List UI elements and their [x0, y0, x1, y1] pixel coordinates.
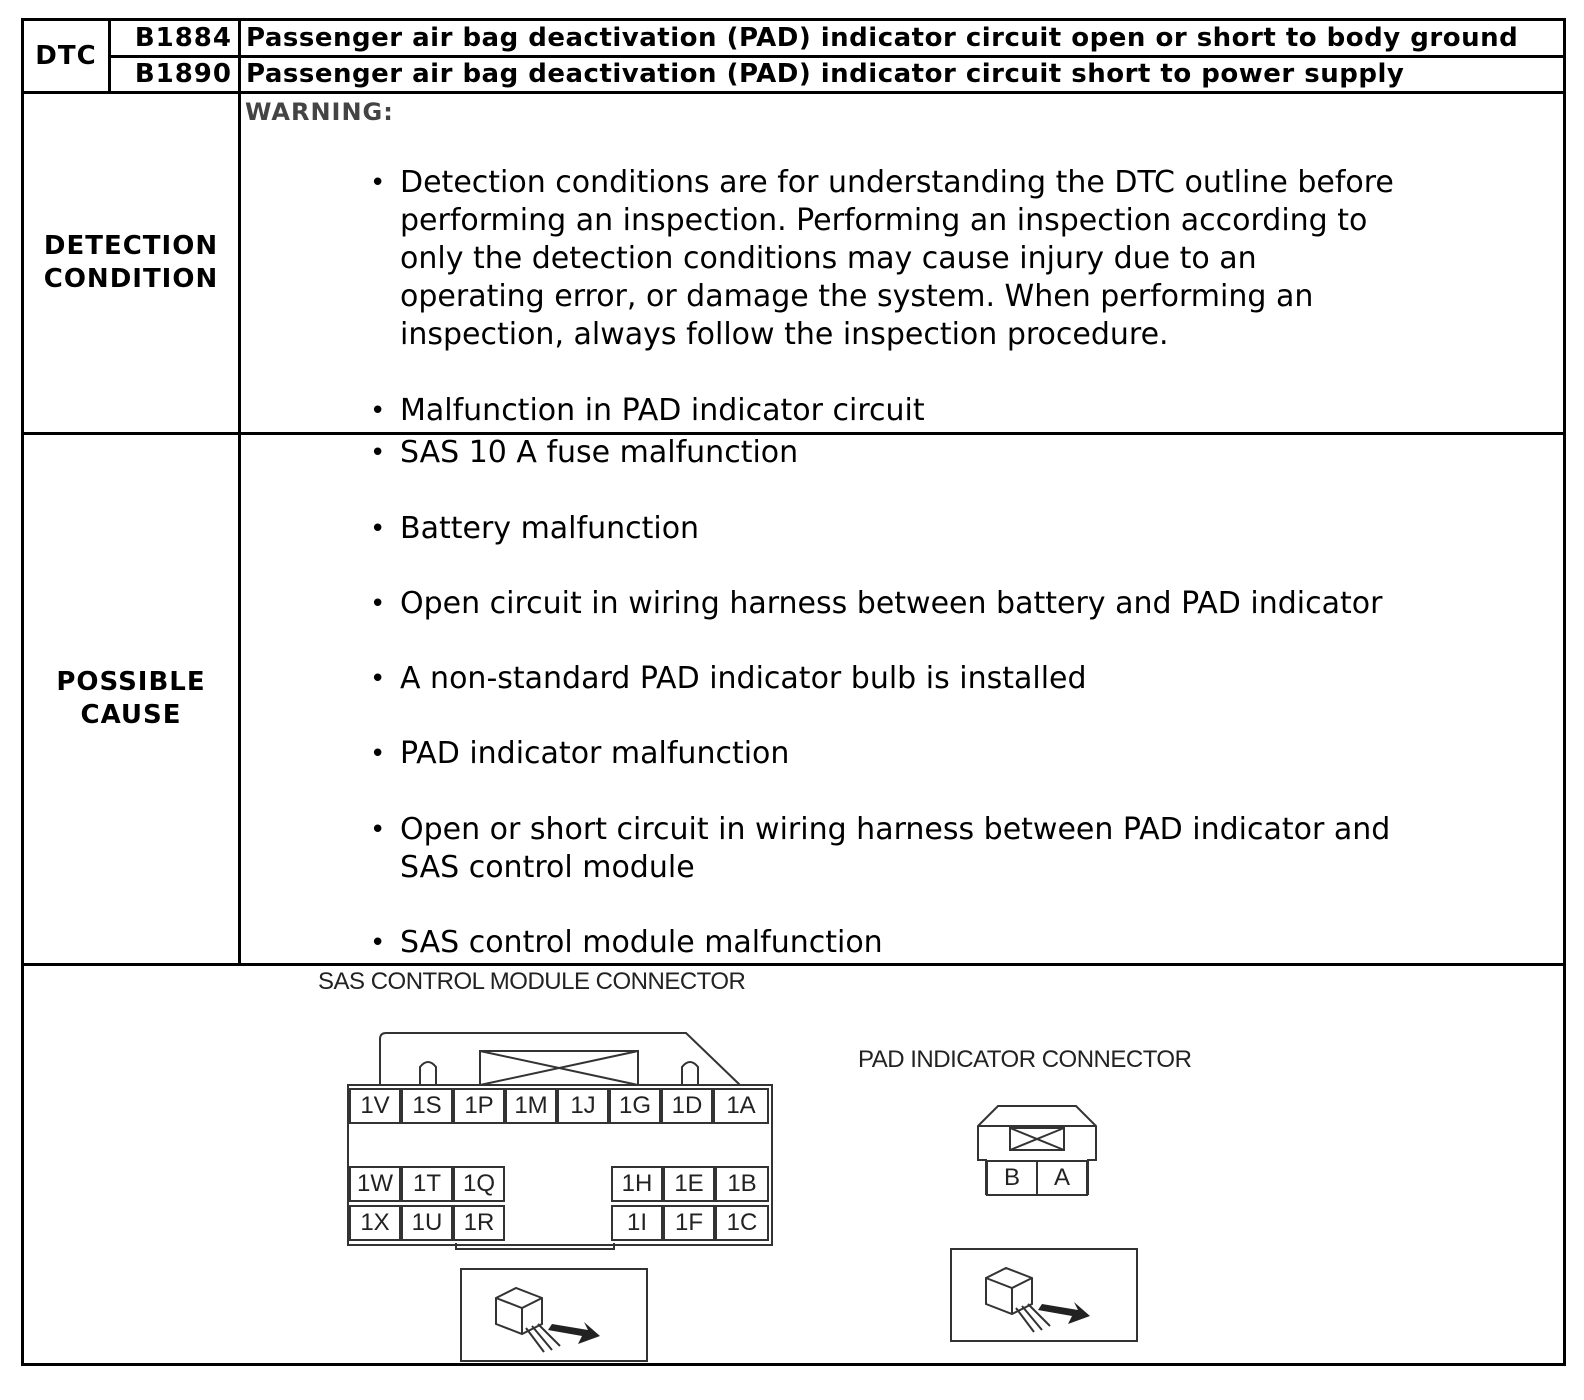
- sas-pin: 1S: [401, 1088, 453, 1124]
- warning-line: inspection, always follow the inspection procedure.: [400, 317, 1169, 352]
- cause-list: [370, 924, 883, 962]
- dtc-description: Passenger air bag deactivation (PAD) indicator circuit short to power supply: [246, 59, 1405, 89]
- dtc-code: B1890: [134, 59, 232, 89]
- dtc-code: B1884: [134, 23, 232, 53]
- cause-list: [370, 735, 789, 773]
- cause-item: • SAS 10 A fuse malfunction: [370, 434, 798, 472]
- sas-pin: 1A: [713, 1088, 769, 1124]
- warning-label: WARNING:: [245, 98, 394, 126]
- sas-pin: 1X: [349, 1205, 401, 1241]
- cause-label-line2: CAUSE: [80, 700, 182, 730]
- sas-pin: 1Q: [453, 1166, 505, 1202]
- sas-pin: 1U: [401, 1205, 453, 1241]
- sas-pin: 1I: [611, 1205, 663, 1241]
- possible-cause-label: [24, 435, 238, 963]
- harness-side-view-icon: [460, 1268, 650, 1363]
- cause-list: [370, 510, 699, 548]
- sas-pin: 1V: [349, 1088, 401, 1124]
- pad-pin: A: [1036, 1160, 1088, 1196]
- pad-pin: B: [986, 1160, 1038, 1196]
- cause-list: [370, 660, 1087, 698]
- detection-label-line1: DETECTION: [43, 231, 219, 261]
- detection-label-line2: CONDITION: [43, 264, 219, 294]
- cause-line: SAS control module: [400, 850, 695, 885]
- detection-condition-label: [24, 94, 238, 432]
- cause-label-line1: POSSIBLE: [56, 667, 206, 697]
- sas-pin: 1T: [401, 1166, 453, 1202]
- warning-line: only the detection conditions may cause injury due to an: [400, 241, 1257, 276]
- cause-item: • Open circuit in wiring harness between battery and PAD indicator: [370, 585, 1382, 623]
- sas-pin: 1H: [611, 1166, 663, 1202]
- cause-item: • PAD indicator malfunction: [370, 735, 789, 773]
- detection-list: [370, 392, 925, 430]
- sas-pin: 1D: [661, 1088, 713, 1124]
- sas-pin: 1B: [715, 1166, 769, 1202]
- cause-item: [370, 811, 1390, 887]
- cause-list: [370, 811, 1390, 887]
- sas-pin: 1C: [715, 1205, 769, 1241]
- cause-list: [370, 585, 1382, 623]
- cause-list: [370, 434, 798, 472]
- sas-pin: 1J: [557, 1088, 609, 1124]
- warning-list: [370, 164, 1394, 354]
- dtc-description: Passenger air bag deactivation (PAD) indicator circuit open or short to body ground: [246, 23, 1519, 53]
- sas-pin: 1M: [505, 1088, 557, 1124]
- sas-pin: 1G: [609, 1088, 661, 1124]
- cause-item: • A non-standard PAD indicator bulb is installed: [370, 660, 1087, 698]
- cause-item: • Battery malfunction: [370, 510, 699, 548]
- warning-line: Detection conditions are for understanding the DTC outline before: [400, 165, 1394, 200]
- sas-pin: 1W: [349, 1166, 401, 1202]
- sas-pin: 1P: [453, 1088, 505, 1124]
- warning-line: performing an inspection. Performing an inspection according to: [400, 203, 1368, 238]
- warning-item: [370, 164, 1394, 354]
- harness-side-view-icon: [950, 1248, 1140, 1343]
- sas-pin: 1F: [663, 1205, 715, 1241]
- sas-pin: 1R: [453, 1205, 505, 1241]
- cause-line: Open or short circuit in wiring harness between PAD indicator and: [400, 812, 1391, 847]
- warning-line: operating error, or damage the system. When performing an: [400, 279, 1314, 314]
- detection-item: • Malfunction in PAD indicator circuit: [370, 392, 925, 430]
- cause-item: • SAS control module malfunction: [370, 924, 883, 962]
- dtc-label: DTC: [35, 40, 97, 71]
- pad-connector-title: PAD INDICATOR CONNECTOR: [858, 1046, 1192, 1073]
- sas-pin: 1E: [663, 1166, 715, 1202]
- sas-connector-title: SAS CONTROL MODULE CONNECTOR: [318, 968, 746, 995]
